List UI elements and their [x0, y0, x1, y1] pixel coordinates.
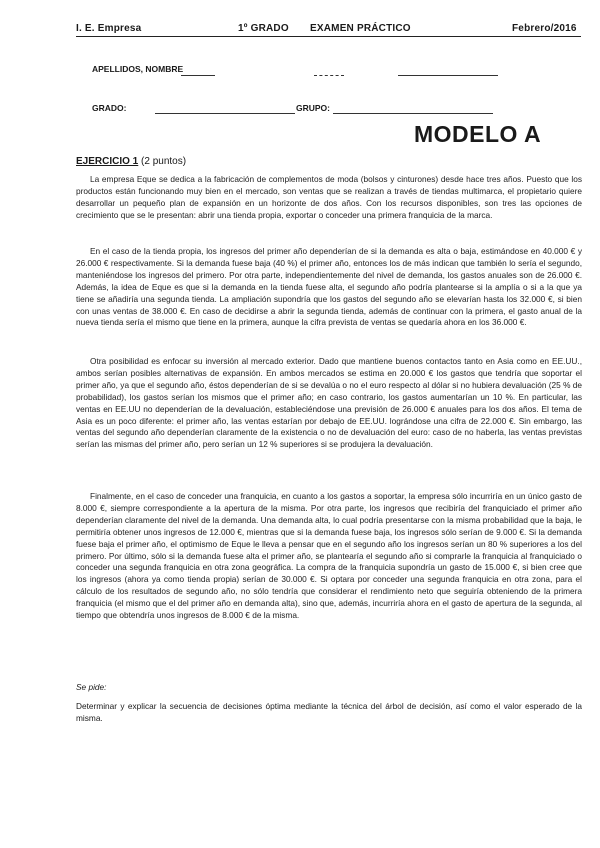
names-field-line-2[interactable]: [314, 75, 344, 76]
names-field-line-3[interactable]: [398, 75, 498, 76]
school-name: I. E. Empresa: [76, 23, 142, 34]
exam-date: Febrero/2016: [512, 23, 577, 34]
grade-field-line[interactable]: [155, 113, 295, 114]
group-label: GRUPO:: [296, 103, 330, 113]
exercise-paragraph-3: [76, 356, 582, 451]
exercise-title: EJERCICIO 1: [76, 156, 139, 167]
se-pide-label: Se pide:: [76, 682, 107, 692]
exercise-paragraph-4: [76, 491, 582, 622]
task-text: Determinar y explicar la secuencia de decisiones óptima mediante la técnica del árbol de decisión, así como el valor esperado de la misma.: [76, 701, 582, 723]
group-field-line[interactable]: [333, 113, 493, 114]
model-title: MODELO A: [414, 121, 542, 147]
paragraph-text: La empresa Eque se dedica a la fabricación de complementos de moda (bolsos y cinturones) desde hace tres años. Puesto que los productos están funcionando muy bien en el mercado, son ventas que se realizan a través de tiendas multimarca, el propietario quiere desarrollar un pequeño plan de expansión en un horizonte de dos años. Con los recursos disponibles, son tres las opciones de crecimiento que se le presentan: abrir una tienda propia, exportar o conceder una primera franquicia de la marca.: [76, 174, 582, 220]
exercise-points: (2 puntos): [141, 156, 187, 167]
exam-type: EXAMEN PRÁCTICO: [310, 23, 411, 34]
names-field-line[interactable]: [181, 75, 215, 76]
exercise-heading: [76, 156, 186, 167]
course-label: 1º GRADO: [238, 23, 289, 34]
names-label: APELLIDOS, NOMBRE: [92, 64, 184, 74]
paragraph-text: En el caso de la tienda propia, los ingresos del primer año dependerían de si la demanda es alta o baja, estimándose en 40.000 € y 26.000 € respectivamente. Si la demanda fuese baja (40 %) el primer año, entonces los de más indican que también lo sería el segundo, manteniéndose los ingresos del primero. Por otra parte, independientemente del nivel de demanda, los gastos anuales son de 26.000 €. Además, la idea de Eque es que si la demanda en la tienda fuese alta, el segundo año podría plantearse si la amplía o si a la que ya tiene se añadiría una segunda tienda. La ampliación supondría que los gastos del segundo año se elevarían hasta los 32.000 €, si bien con unas ventas de 38.000 €. En caso de decidirse a abrir la segunda tienda, además de continuar con la primera, el gasto anual de la nueva tienda sería el mismo que tiene en la primera, aunque la cifra prevista de ventas se quedaría ahora en los 36.000 €.: [76, 246, 582, 328]
paragraph-text: Otra posibilidad es enfocar su inversión al mercado exterior. Dado que mantiene buenos contactos tanto en Asia como en EE.UU., ambos serían posibles alternativas de expansión. En ambos mercados se estima en 20.000 € los gastos que tendría que soportar el primer año, ya que el segundo año, éstos dependerían de si se devalúa o no el euro respecto al dólar si no hubiera devaluación (25 % de probabilidad), los gastos serían los mismos que el primer año; en caso contrario, los gastos aumentarían un 10 %. En particular, las ventas en EE.UU no dependerían de la devaluación, estableciéndose una previsión de 26.000 € anuales para los dos años. El tema de Asia es un poco diferente: el primer año, las ventas estarían por debajo de EE.UU. lográndose una cifra de 22.000 €. Sin embargo, las ventas del segundo año dependerían claramente de la existencia o no de devaluación del euro: caso de no haberla, las ventas previstas serían las mismas del primer año, pero serían un 12 % superiores si se produjera la devaluación.: [76, 356, 582, 450]
paragraph-text: Finalmente, en el caso de conceder una franquicia, en cuanto a los gastos a soportar, la empresa sólo incurriría en un único gasto de 8.000 €, siempre correspondiente a la apertura de la misma. Por otra parte, los ingresos que recibiría del franquiciado el primer año dependerían claramente del nivel de la demanda. Una demanda alta, lo cual podría presentarse con la misma probabilidad que la baja, le permitiría obtener unos ingresos de 12.000 €, mientras que si la demanda fuese baja, los ingresos sólo serían de 9.000 €. Si la demanda fuese baja el primer año, el optimismo de Eque le lleva a pensar que en el segundo año los ingresos serían un 80 % superiores a los del primero. Por último, sólo si la demanda fuese alta el primer año, se plantearía el segundo año si comprarle la franquicia al franquiciado o conceder una segunda franquicia en otra zona geográfica. La compra de la franquicia supondría un gasto de 15.000 €, si bien cree que los ingresos (ahora ya como tienda propia) serían de 30.000 €. Si optara por conceder una segunda franquicia en otra zona, para el cálculo de los resultados de segundo año, no sólo tendría que considerar el rendimiento neto que seguiría obteniendo de la primera franquicia (el mismo que el del primer año en demanda alta), sino que, además, incurriría ahora en el gasto de apertura de la segunda, al tiempo que obtendría unos ingresos de 8.000 € de la misma.: [76, 491, 582, 621]
exercise-paragraph-2: [76, 246, 582, 329]
grade-label: GRADO:: [92, 103, 127, 113]
header-divider: [76, 36, 581, 37]
exercise-paragraph-1: [76, 174, 582, 222]
